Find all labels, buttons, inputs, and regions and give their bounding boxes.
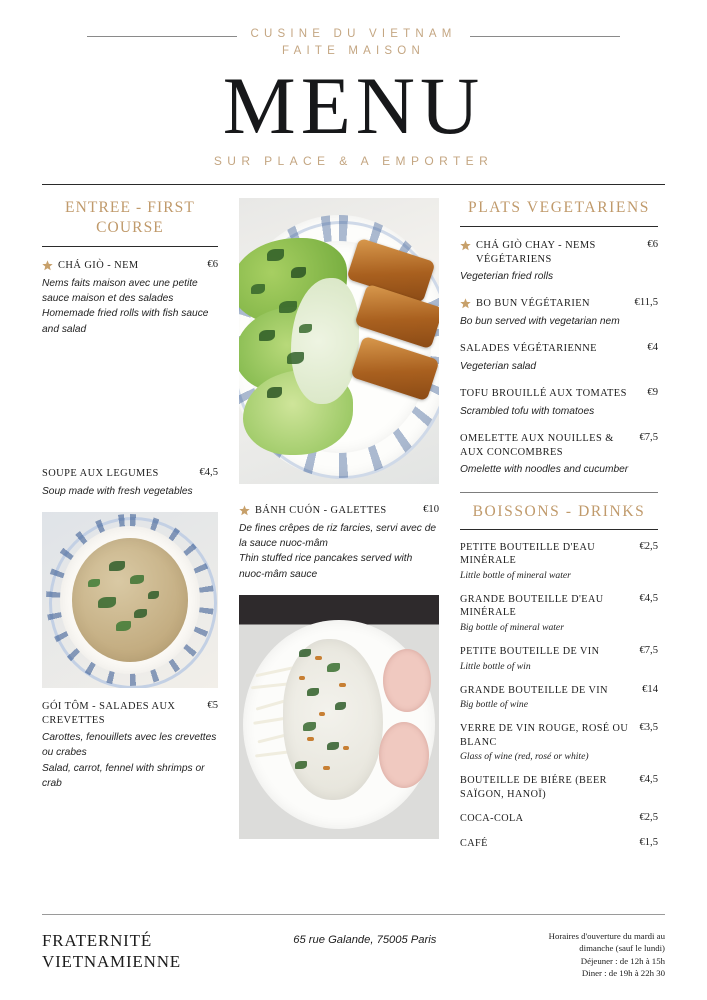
menu-item-head xyxy=(460,593,658,620)
menu-item[interactable] xyxy=(460,837,658,851)
menu-item[interactable] xyxy=(460,342,658,374)
menu-item-name: CHÁ GIÒ - NEM xyxy=(58,260,139,271)
menu-item-name: GRANDE BOUTEILLE D'EAU MINÉRALE xyxy=(460,593,604,619)
menu-item[interactable] xyxy=(460,812,658,826)
menu-item-desc: Carottes, fenouillets avec les crevettes ou crabes Salad, carrot, fennel with shrimps or crab xyxy=(42,732,217,790)
restaurant-name xyxy=(42,930,181,972)
menu-item-desc: Nems faits maison avec une petite sauce maison et des salades Homemade fried rolls with fish sauce and salad xyxy=(42,277,209,335)
menu-item-price: €6 xyxy=(207,259,218,270)
menu-item-desc: Big bottle of wine xyxy=(460,699,528,711)
menu-item-price: €14 xyxy=(642,683,658,695)
menu-item[interactable] xyxy=(460,645,658,673)
menu-item-name: BÁNH CUÓN - GALETTES xyxy=(255,505,387,516)
menu-item-desc: Soup made with fresh vegetables xyxy=(42,485,193,497)
menu-item-head xyxy=(460,387,658,401)
column-middle xyxy=(239,198,439,862)
menu-item-name-wrap xyxy=(460,387,637,401)
opening-hours xyxy=(549,930,665,980)
menu-item-price: €10 xyxy=(423,504,439,515)
hours-line-2: dimanche (sauf le lundi) xyxy=(579,943,665,954)
menu-item-price: €7,5 xyxy=(639,644,658,656)
menu-item[interactable] xyxy=(460,593,658,634)
menu-item-price: €2,5 xyxy=(639,540,658,552)
menu-item-head xyxy=(460,812,658,826)
hours-line-3: Déjeuner : de 12h à 15h xyxy=(580,955,665,966)
menu-item-head xyxy=(460,684,658,698)
menu-item-desc: Omelette with noodles and cucumber xyxy=(460,464,629,476)
section-divider-entree xyxy=(42,246,218,247)
star-icon xyxy=(239,505,250,516)
hours-line-4: Diner : de 19h à 22h 30 xyxy=(581,968,665,979)
menu-item-name-wrap xyxy=(460,239,637,266)
column-entree xyxy=(42,198,218,862)
page-title: MENU xyxy=(222,60,485,151)
menu-item-name-wrap xyxy=(460,432,629,459)
menu-item-desc: Glass of wine (red, rosé or white) xyxy=(460,751,589,763)
kicker-line-1: CUSINE DU VIETNAM xyxy=(250,28,457,40)
menu-item-name: SOUPE AUX LEGUMES xyxy=(42,468,159,480)
menu-item-name-wrap xyxy=(460,645,629,659)
menu-item[interactable] xyxy=(42,467,218,499)
menu-item-name-wrap xyxy=(460,297,625,311)
menu-item-head xyxy=(460,837,658,851)
menu-item-name-wrap xyxy=(460,722,629,749)
menu-item-name-wrap xyxy=(460,593,629,620)
menu-item[interactable] xyxy=(460,774,658,801)
kicker-rule-right xyxy=(470,36,620,37)
kicker-line-2: FAITE MAISON xyxy=(282,45,425,57)
section-title-boissons: BOISSONS - DRINKS xyxy=(472,502,646,520)
menu-item-desc: Bo bun served with vegetarian nem xyxy=(460,315,620,327)
menu-item[interactable] xyxy=(460,541,658,582)
menu-item-price: €4,5 xyxy=(199,467,218,479)
menu-item-name: COCA-COLA xyxy=(460,813,524,825)
section-title-entree: ENTREE - FIRST COURSE xyxy=(65,199,195,236)
menu-item-price: €3,5 xyxy=(639,722,658,734)
menu-item-name-wrap xyxy=(460,684,632,698)
menu-item-head xyxy=(460,541,658,568)
menu-item-name: CAFÉ xyxy=(460,838,488,850)
menu-item-name: TOFU BROUILLÉ AUX TOMATES xyxy=(460,388,627,400)
menu-item-name-wrap xyxy=(460,812,629,826)
menu-item-name-wrap xyxy=(42,259,197,273)
menu-item-price: €1,5 xyxy=(639,837,658,849)
photo-fried-spring-rolls xyxy=(239,198,439,484)
menu-item[interactable] xyxy=(460,684,658,712)
menu-item[interactable] xyxy=(460,722,658,763)
section-divider-boissons xyxy=(460,529,658,530)
menu-item-name-wrap xyxy=(460,342,637,356)
address: 65 rue Galande, 75005 Paris xyxy=(293,934,437,946)
menu-item-price: €11,5 xyxy=(634,297,658,309)
star-icon xyxy=(460,240,471,251)
menu-item-name: SALADES VÉGÉTARIENNE xyxy=(460,343,597,355)
menu-item[interactable] xyxy=(42,259,218,337)
menu-item-name: PETITE BOUTEILLE DE VIN xyxy=(460,645,600,657)
menu-item-name: BOUTEILLE DE BIÉRE (BEER SAÏGON, HANOÏ) xyxy=(460,775,607,800)
menu-item-price: €4,5 xyxy=(639,592,658,604)
menu-item-name-wrap xyxy=(460,837,629,851)
menu-item-head xyxy=(460,432,658,459)
menu-item-desc: Big bottle of mineral water xyxy=(460,621,564,633)
star-icon xyxy=(42,260,53,271)
kicker-text xyxy=(237,26,471,60)
menu-item[interactable] xyxy=(460,432,658,477)
menu-item-head xyxy=(42,467,218,481)
menu-item-name: VERRE DE VIN ROUGE, ROSÉ OU BLANC xyxy=(460,723,629,748)
section-title-vegetarien: PLATS VEGETARIENS xyxy=(468,199,650,216)
menu-item[interactable] xyxy=(239,504,439,582)
menu-item-price: €5 xyxy=(207,700,218,712)
menu-item-price: €7,5 xyxy=(639,432,658,444)
footer-divider xyxy=(42,914,665,915)
menu-item-price: €6 xyxy=(647,239,658,250)
menu-item-head xyxy=(42,259,218,273)
section-divider-vegetarien xyxy=(460,226,658,227)
column-right xyxy=(460,198,658,862)
menu-item-head xyxy=(460,645,658,659)
menu-item-name: GÓI TÔM - SALADES AUX CREVETTES xyxy=(42,701,176,726)
photo-banh-cuon xyxy=(239,595,439,839)
menu-header xyxy=(0,0,707,168)
menu-item-desc: Little bottle of mineral water xyxy=(460,569,571,581)
subtitle: SUR PLACE & A EMPORTER xyxy=(213,154,494,168)
menu-item-desc: Vegeterian salad xyxy=(460,360,537,372)
menu-item-head xyxy=(460,297,658,311)
menu-item[interactable] xyxy=(42,700,218,792)
header-divider xyxy=(42,184,665,185)
menu-item-desc: Vegeterian fried rolls xyxy=(460,271,554,282)
menu-item-name-wrap xyxy=(42,700,197,727)
menu-item-desc: Scrambled tofu with tomatoes xyxy=(460,405,595,417)
section-divider-boissons-top xyxy=(460,492,658,493)
menu-item-name-wrap xyxy=(460,774,629,801)
menu-item-head xyxy=(460,722,658,749)
menu-item[interactable] xyxy=(460,239,658,284)
menu-item-head xyxy=(460,774,658,801)
photo-vegetable-soup xyxy=(42,512,218,688)
star-icon xyxy=(460,298,471,309)
menu-item[interactable] xyxy=(460,297,658,329)
menu-item-desc: Little bottle of win xyxy=(460,660,531,672)
hours-line-1: Horaires d'ouverture du mardi au xyxy=(548,931,665,941)
menu-item-price: €2,5 xyxy=(639,812,658,824)
menu-item-head xyxy=(460,239,658,266)
menu-item-name: OMELETTE AUX NOUILLES & AUX CONCOMBRES xyxy=(460,433,614,458)
menu-item-head xyxy=(42,700,218,727)
menu-item-name: GRANDE BOUTEILLE DE VIN xyxy=(460,684,608,696)
kicker-rule-left xyxy=(87,36,237,37)
menu-item-price: €4,5 xyxy=(639,774,658,786)
menu-item-name-wrap xyxy=(42,467,189,481)
brand-line-1: FRATERNITÉ xyxy=(42,931,152,950)
menu-item[interactable] xyxy=(460,387,658,419)
menu-item-price: €4 xyxy=(647,342,658,354)
menu-item-name: PETITE BOUTEILLE D'EAU MINÉRALE xyxy=(460,541,596,567)
menu-item-name-wrap xyxy=(239,504,413,518)
menu-item-price: €9 xyxy=(647,387,658,399)
brand-line-2: VIETNAMIENNE xyxy=(42,952,181,971)
kicker-row xyxy=(42,26,665,60)
menu-item-name: CHÁ GIÒ CHAY - NEMS VÉGÉTARIENS xyxy=(476,240,596,265)
menu-item-desc: De fines crêpes de riz farcies, servi avec de la sauce nuoc-mâm Thin stuffed rice pancakes served with nuoc-mâm sauce xyxy=(239,522,437,580)
menu-item-name-wrap xyxy=(460,541,629,568)
menu-footer xyxy=(42,930,665,980)
menu-item-head xyxy=(239,504,439,518)
menu-item-head xyxy=(460,342,658,356)
menu-item-name: BO BUN VÉGÉTARIEN xyxy=(476,298,590,310)
menu-columns xyxy=(42,198,665,862)
